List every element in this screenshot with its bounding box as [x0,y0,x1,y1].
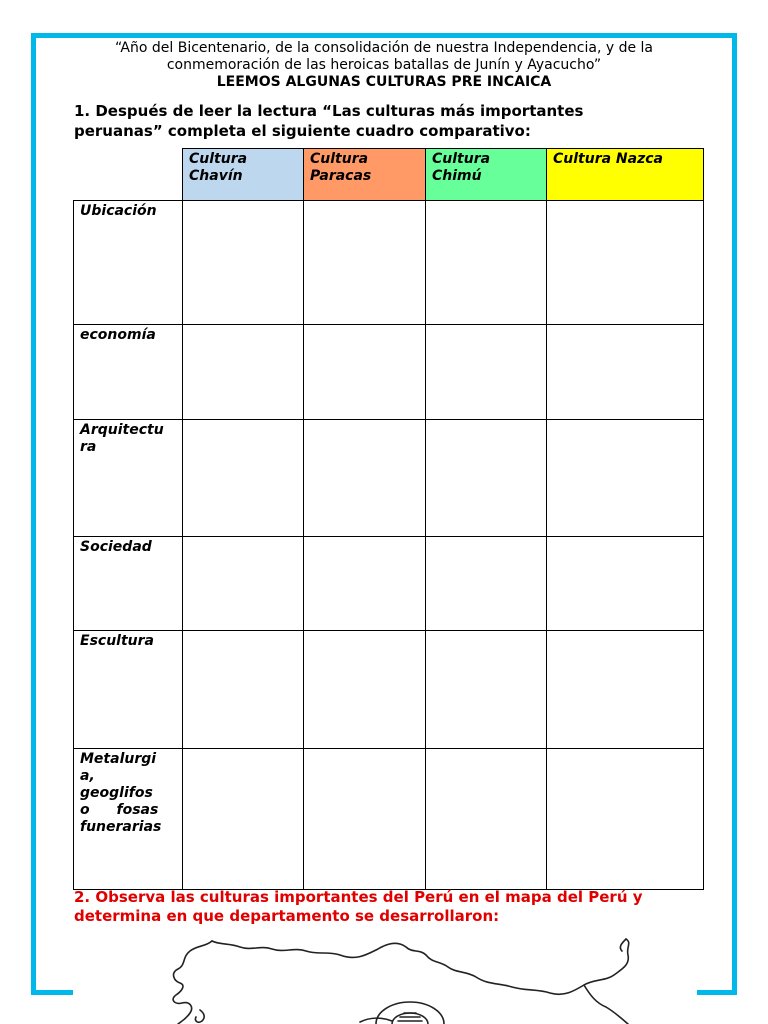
column-header-label: Cultura [432,151,491,167]
page-border-bottom-right [697,990,737,995]
table-corner-cell [74,149,183,201]
question-1-line1: 1. Después de leer la lectura “Las culturas más importantes [74,102,584,120]
answer-cell[interactable] [547,537,704,631]
question-2-line2: determina en que departamento se desarrollaron: [74,907,500,925]
table-row-ubicacion [74,201,704,325]
page-title: LEEMOS ALGUNAS CULTURAS PRE INCAICA [216,74,552,90]
column-header-paracas [304,149,426,201]
column-header-label: Cultura [189,151,248,167]
answer-cell[interactable] [547,420,704,537]
answer-cell[interactable] [547,325,704,420]
row-label-metalurgia [74,749,183,890]
answer-cell[interactable] [547,749,704,890]
row-label-economia [74,325,183,420]
page-border-right [732,33,737,995]
row-label-text: Escultura [80,633,154,649]
table-row-sociedad [74,537,704,631]
row-label-arquitectura [74,420,183,537]
year-motto [40,40,728,74]
column-header-label: Chavín [189,168,243,184]
row-label-text: Arquitectu [80,422,164,438]
answer-cell[interactable] [304,749,426,890]
column-header-label: Cultura Nazca [553,151,663,167]
column-header-label: Chimú [432,168,482,184]
comparison-table [73,148,704,890]
answer-cell[interactable] [183,631,304,749]
row-label-text: Ubicación [80,203,157,219]
answer-cell[interactable] [304,420,426,537]
answer-cell[interactable] [426,201,547,325]
row-label-text: Sociedad [80,539,152,555]
row-label-sociedad [74,537,183,631]
row-label-text: ra [80,439,97,455]
answer-cell[interactable] [183,325,304,420]
column-header-label: Paracas [310,168,372,184]
column-header-chimu [426,149,547,201]
answer-cell[interactable] [304,201,426,325]
row-label-text: geoglifos [80,785,153,801]
page-border-left [31,33,36,995]
answer-cell[interactable] [304,631,426,749]
answer-cell[interactable] [183,420,304,537]
answer-cell[interactable] [304,537,426,631]
peru-map-icon [160,935,660,1024]
table-header-row [74,149,704,201]
answer-cell[interactable] [426,420,547,537]
answer-cell[interactable] [426,631,547,749]
column-header-label: Cultura [310,151,369,167]
table-row-economia [74,325,704,420]
question-1-line2: peruanas” completa el siguiente cuadro comparativo: [74,122,531,140]
row-label-text: economía [80,327,156,343]
answer-cell[interactable] [183,749,304,890]
column-header-chavin [183,149,304,201]
question-2-line1: 2. Observa las culturas importantes del Perú en el mapa del Perú y [74,888,643,906]
row-label-text: a, [80,768,95,784]
question-2 [74,888,694,926]
column-header-nazca [547,149,704,201]
answer-cell[interactable] [426,325,547,420]
row-label-ubicacion [74,201,183,325]
answer-cell[interactable] [183,201,304,325]
answer-cell[interactable] [304,325,426,420]
question-1 [74,101,674,141]
answer-cell[interactable] [547,201,704,325]
answer-cell[interactable] [183,537,304,631]
row-label-text: o fosas [80,802,159,818]
table-row-escultura [74,631,704,749]
table-row-arquitectura [74,420,704,537]
page-border-top [31,33,737,38]
row-label-text: funerarias [80,819,162,835]
row-label-text: Metalurgi [80,751,157,767]
year-motto-line1: “Año del Bicentenario, de la consolidación de nuestra Independencia, y de la [114,40,654,56]
page-border-bottom-left [31,990,73,995]
row-label-escultura [74,631,183,749]
answer-cell[interactable] [426,749,547,890]
answer-cell[interactable] [547,631,704,749]
year-motto-line2: conmemoración de las heroicas batallas de Junín y Ayacucho” [166,57,602,73]
answer-cell[interactable] [426,537,547,631]
table-row-metalurgia [74,749,704,890]
